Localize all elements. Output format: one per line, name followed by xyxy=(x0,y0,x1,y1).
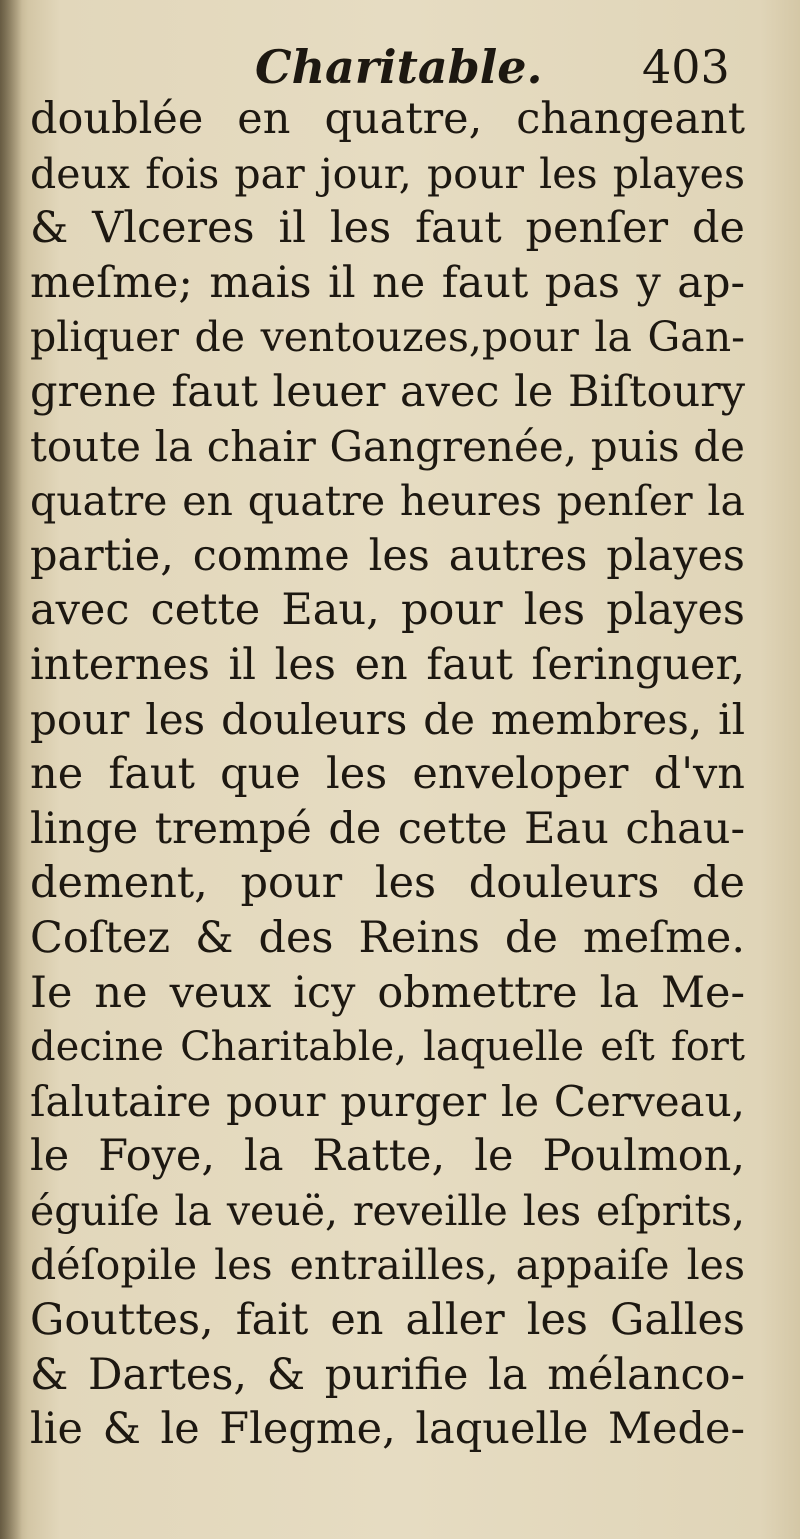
text-line: ne faut que les enveloper d'vn xyxy=(30,749,745,800)
text-line: lie & le Flegme, laquelle Mede- xyxy=(30,1404,745,1455)
text-line: le Foye, la Ratte, le Poulmon, xyxy=(30,1131,745,1182)
page-number: 403 xyxy=(642,40,730,94)
text-line: Gouttes, fait en aller les Galles xyxy=(30,1295,745,1346)
text-line: & Dartes, & purifie la mélanco- xyxy=(30,1349,745,1400)
text-line: internes il les en faut ſeringuer, xyxy=(30,639,745,690)
text-line: partie, comme les autres playes xyxy=(30,530,745,581)
text-line: dement, pour les douleurs de xyxy=(30,858,745,909)
text-line: decine Charitable, laquelle eſt fort xyxy=(30,1024,745,1071)
text-line: linge trempé de cette Eau chau- xyxy=(30,803,745,854)
text-line: grene faut leuer avec le Biſtoury xyxy=(30,366,745,417)
page-header xyxy=(0,40,800,100)
text-line: & Vlceres il les faut penſer de xyxy=(30,203,745,254)
text-line: meſme; mais il ne faut pas y ap- xyxy=(30,257,745,308)
text-line: pliquer de ventouzes,pour la Gan- xyxy=(30,313,745,362)
text-line: éguiſe la veuë, reveille les eſprits, xyxy=(30,1186,745,1235)
text-line: déſopile les entrailles, appaiſe les xyxy=(30,1241,745,1290)
text-line: toute la chair Gangrenée, puis de xyxy=(30,421,745,471)
text-line: pour les douleurs de membres, il xyxy=(30,694,745,744)
text-line: doublée en quatre, changeant xyxy=(30,94,745,144)
text-line: avec cette Eau, pour les playes xyxy=(30,585,745,636)
text-line: quatre en quatre heures penſer la xyxy=(30,477,745,526)
binding-gutter-shadow xyxy=(0,0,22,1539)
running-title: Charitable. xyxy=(255,40,543,94)
body-text xyxy=(30,92,745,1457)
text-line: ſalutaire pour purger le Cerveau, xyxy=(30,1076,745,1126)
text-line: deux fois par jour, pour les playes xyxy=(30,149,745,198)
text-line: Ie ne veux icy obmettre la Me- xyxy=(30,967,745,1018)
text-line: Coſtez & des Reins de meſme. xyxy=(30,912,745,963)
